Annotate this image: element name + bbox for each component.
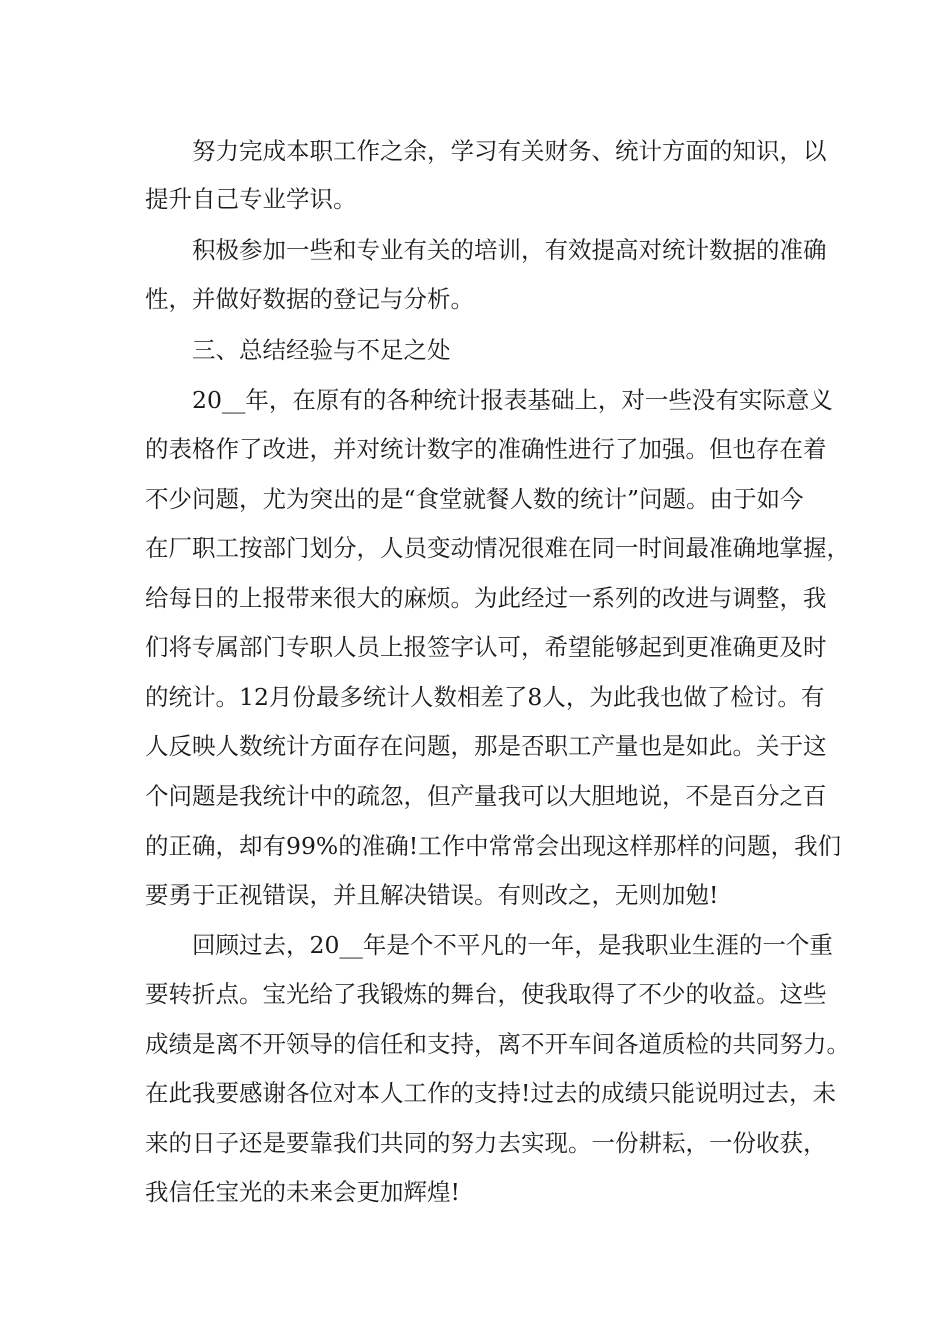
paragraph-line: 20__年，在原有的各种统计报表基础上，对一些没有实际意义 bbox=[192, 386, 833, 414]
paragraph-line: 的统计。12月份最多统计人数相差了8人，为此我也做了检讨。有 bbox=[145, 683, 825, 711]
paragraph-line: 努力完成本职工作之余，学习有关财务、统计方面的知识，以 bbox=[192, 137, 827, 165]
paragraph-line: 不少问题，尤为突出的是“食堂就餐人数的统计”问题。由于如今 bbox=[145, 485, 804, 513]
paragraph-line: 们将专属部门专职人员上报签字认可，希望能够起到更准确更及时 bbox=[145, 633, 827, 661]
paragraph-line: 来的日子还是要靠我们共同的努力去实现。一份耕耘，一份收获， bbox=[145, 1129, 827, 1157]
paragraph-line: 要勇于正视错误，并且解决错误。有则改之，无则加勉! bbox=[145, 881, 719, 909]
paragraph-line: 回顾过去，20__年是个不平凡的一年，是我职业生涯的一个重 bbox=[192, 931, 833, 959]
paragraph-line: 个问题是我统计中的疏忽，但产量我可以大胆地说，不是百分之百 bbox=[145, 782, 827, 810]
paragraph-line: 在厂职工按部门划分，人员变动情况很难在同一时间最准确地掌握， bbox=[145, 534, 850, 562]
paragraph-line: 性，并做好数据的登记与分析。 bbox=[145, 285, 474, 313]
paragraph-line: 的正确，却有99%的准确!工作中常常会出现这样那样的问题，我们 bbox=[145, 832, 842, 860]
paragraph-line: 要转折点。宝光给了我锻炼的舞台，使我取得了不少的收益。这些 bbox=[145, 980, 827, 1008]
paragraph-line: 给每日的上报带来很大的麻烦。为此经过一系列的改进与调整，我 bbox=[145, 584, 827, 612]
paragraph-line: 人反映人数统计方面存在问题，那是否职工产量也是如此。关于这 bbox=[145, 732, 827, 760]
paragraph-line: 的表格作了改进，并对统计数字的准确性进行了加强。但也存在着 bbox=[145, 435, 827, 463]
paragraph-line: 成绩是离不开领导的信任和支持，离不开车间各道质检的共同努力。 bbox=[145, 1030, 850, 1058]
paragraph-line: 提升自己专业学识。 bbox=[145, 185, 357, 213]
paragraph-line: 积极参加一些和专业有关的培训，有效提高对统计数据的准确 bbox=[192, 236, 827, 264]
paragraph-line: 我信任宝光的未来会更加辉煌! bbox=[145, 1178, 460, 1206]
paragraph-line: 在此我要感谢各位对本人工作的支持!过去的成绩只能说明过去，未 bbox=[145, 1079, 836, 1107]
section-heading: 三、总结经验与不足之处 bbox=[192, 336, 451, 364]
